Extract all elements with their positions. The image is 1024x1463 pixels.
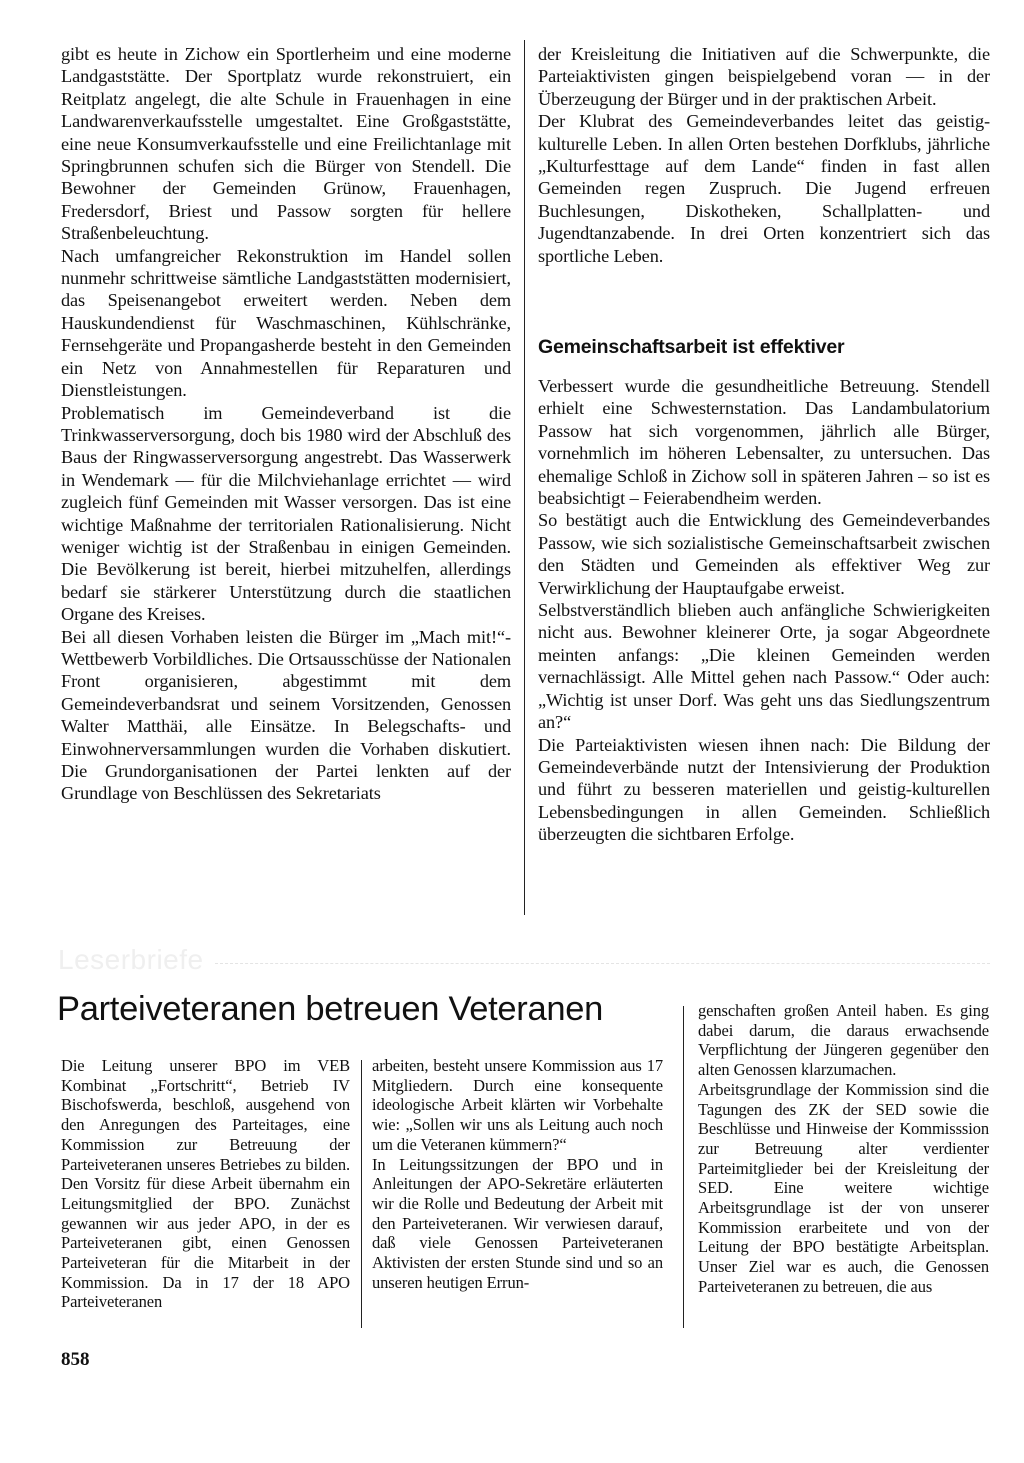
paragraph: Bei all diesen Vorhaben leisten die Bürger im „Mach mit!“-Wettbewerb Vorbildliches. Die Ortsausschüsse der Nationalen Front organisieren, abgestimmt mit dem Gemeindeverbandsrat und seinem Vorsitzenden, Genossen Walter Matthäi, alle Einsätze. In Belegschafts- und Einwohnerversammlungen wurden die Vorhaben diskutiert. Die Grundorganisationen der Partei lenkten auf der Grundlage von Beschlüssen des Sekretariats <box>61 626 511 804</box>
paragraph: So bestätigt auch die Entwicklung des Gemeindeverbandes Passow, wie sich sozialistische Gemeinschaftsarbeit zwischen den Städten und Gemeinden als effektiver Weg zur Verwirklichung der Hauptaufgabe erweist. <box>538 510 990 598</box>
article-column-bottom-2 <box>372 1056 663 1292</box>
article-column-top-right <box>538 43 990 267</box>
paragraph: Verbessert wurde die gesundheitliche Betreuung. Stendell erhielt eine Schwesternstation. Das Landambulatorium Passow hat sich vorgenommen, jährlich alle Bürger, vornehmlich im höheren Lebensalter, zu untersuchen. Das ehemalige Schloß in Zichow soll in späteren Jahren – so ist es beabsichtigt – Feierabendheim werden. <box>538 376 990 509</box>
paragraph: Problematisch im Gemeindeverband ist die Trinkwasserversorgung, doch bis 1980 wird der Abschluß des Baus der Ringwasserversorgung angestrebt. Das Wasserwerk in Wendemark — für die Milchviehanlage errichtet — wird zugleich fünf Gemeinden mit Wasser versorgen. Das ist eine wichtige Maßnahme der territorialen Rationalisierung. Nicht weniger wichtig ist der Straßenbau in einigen Gemeinden. Die Bevölkerung ist bereit, hierbei mitzuhelfen, allerdings bedarf sie stärkerer Unterstützung durch die staatlichen Organe des Kreises. <box>61 402 511 625</box>
article-column-bottom-3 <box>698 1001 989 1297</box>
article-column-section <box>538 375 990 846</box>
paragraph: In Leitungssitzungen der BPO und in Anleitungen der APO-Sekretäre erläuterten wir die Rolle und Bedeutung der Arbeit mit den Parteiveteranen. Wir verwiesen darauf, daß viele Genossen Parteiveteranen Aktivisten der ersten Stunde sind und so an unseren heutigen Errun- <box>372 1154 663 1292</box>
column-divider <box>524 40 525 915</box>
article-column-bottom-1 <box>61 1056 350 1312</box>
paragraph: Selbstverständlich blieben auch anfängliche Schwierigkeiten nicht aus. Bewohner kleinerer Orte, ja sogar Abgeordnete meinten anfangs: „Die kleinen Gemeinden werden vernachlässigt. Alle Mittel gehen nach Passow.“ Oder auch: „Wichtig ist unser Dorf. Was geht uns das Siedlungszentrum an?“ <box>538 600 990 733</box>
paragraph: Nach umfangreicher Rekonstruktion im Handel sollen nunmehr schrittweise sämtliche Landgaststätten modernisiert, das Speisenangebot erweitert werden. Neben dem Hauskundendienst für Waschmaschinen, Kühlschränke, Fernsehgeräte und Propangasherde besteht in den Gemeinden ein Netz von Annahmestellen für Reparaturen und Dienstleistungen. <box>61 245 511 401</box>
column-divider <box>683 1006 684 1328</box>
page-number: 858 <box>61 1349 90 1370</box>
paragraph: Die Leitung unserer BPO im VEB Kombinat „Fortschritt“, Betrieb IV Bischofswerda, beschloß, ausgehend von den Anregungen des Parteitages, eine Kommission zur Betreuung der Parteiveteranen unseres Betriebes zu bilden. Den Vorsitz für diese Arbeit übernahm ein Leitungsmitglied der BPO. Zunächst gewannen wir aus jeder APO, in der es Parteiveteranen gibt, einen Genossen Parteiveteran für die Mitarbeit in der Kommission. Da in 17 der 18 APO Parteiveteranen <box>61 1056 350 1312</box>
column-divider <box>361 1060 362 1328</box>
paragraph: Der Klubrat des Gemeindeverbandes leitet das geistig-kulturelle Leben. In allen Orten bestehen Dorfklubs, jährliche „Kulturfesttage auf dem Lande“ finden in fast allen Gemeinden regen Zuspruch. Die Jugend erfreuen Buchlesungen, Diskotheken, Schallplatten- und Jugendtanzabende. In drei Orten konzentriert sich das sportliche Leben. <box>538 111 990 266</box>
paragraph: gibt es heute in Zichow ein Sportlerheim und eine moderne Landgaststätte. Der Sportplatz wurde rekonstruiert, ein Reitplatz angelegt, die alte Schule in Frauenhagen in eine Landwarenverkaufsstelle umgestaltet. Eine Großgaststätte, eine neue Konsumverkaufsstelle und eine Freilichtanlage mit Springbrunnen schufen sich die Bürger von Stendell. Die Bewohner der Gemeinden Grünow, Frauenhagen, Fredersdorf, Briest und Passow sorgten für hellere Straßenbeleuchtung. <box>61 44 511 244</box>
article-title: Parteiveteranen betreuen Veteranen <box>57 990 604 1028</box>
paragraph: genschaften großen Anteil haben. Es ging dabei darum, die daraus erwachsende Verpflichtung der Jüngeren gegenüber den alten Genossen klarzumachen. <box>698 1001 989 1080</box>
paragraph: arbeiten, besteht unsere Kommission aus 17 Mitgliedern. Durch eine konsequente ideologische Arbeit klärten wir Vorbehalte wie: „Sollen wir uns als Leitung auch noch um die Veteranen kümmern?“ <box>372 1056 663 1154</box>
paragraph: Die Parteiaktivisten wiesen ihnen nach: Die Bildung der Gemeindeverbände nutzt der Intensivierung der Produktion und führt zu besseren materiellen und geistig-kulturellen Lebensbedingungen in allen Gemeinden. Schließlich überzeugten die sichtbaren Erfolge. <box>538 734 990 845</box>
paragraph: der Kreisleitung die Initiativen auf die Schwerpunkte, die Parteiaktivisten gingen beispielgebend voran — in der Überzeugung der Bürger und in der praktischen Arbeit. <box>538 44 990 109</box>
article-column-top-left <box>61 43 511 805</box>
section-label-faint: Leserbriefe <box>58 944 204 975</box>
section-heading: Gemeinschaftsarbeit ist effektiver <box>538 336 845 358</box>
paragraph: Arbeitsgrundlage der Kommission sind die Tagungen des ZK der SED sowie die Beschlüsse und Hinweise der Kommisssion zur Betreuung alter verdienter Parteimitglieder bei der Kreisleitung der SED. Eine weitere wichtige Arbeitsgrundlage ist der von unserer Kommission erarbeitete und von der Leitung der BPO bestätigte Arbeitsplan. Unser Ziel war es auch, die Genossen Parteiveteranen zu betreuen, die aus <box>698 1079 989 1296</box>
section-rule-faint <box>215 963 990 964</box>
